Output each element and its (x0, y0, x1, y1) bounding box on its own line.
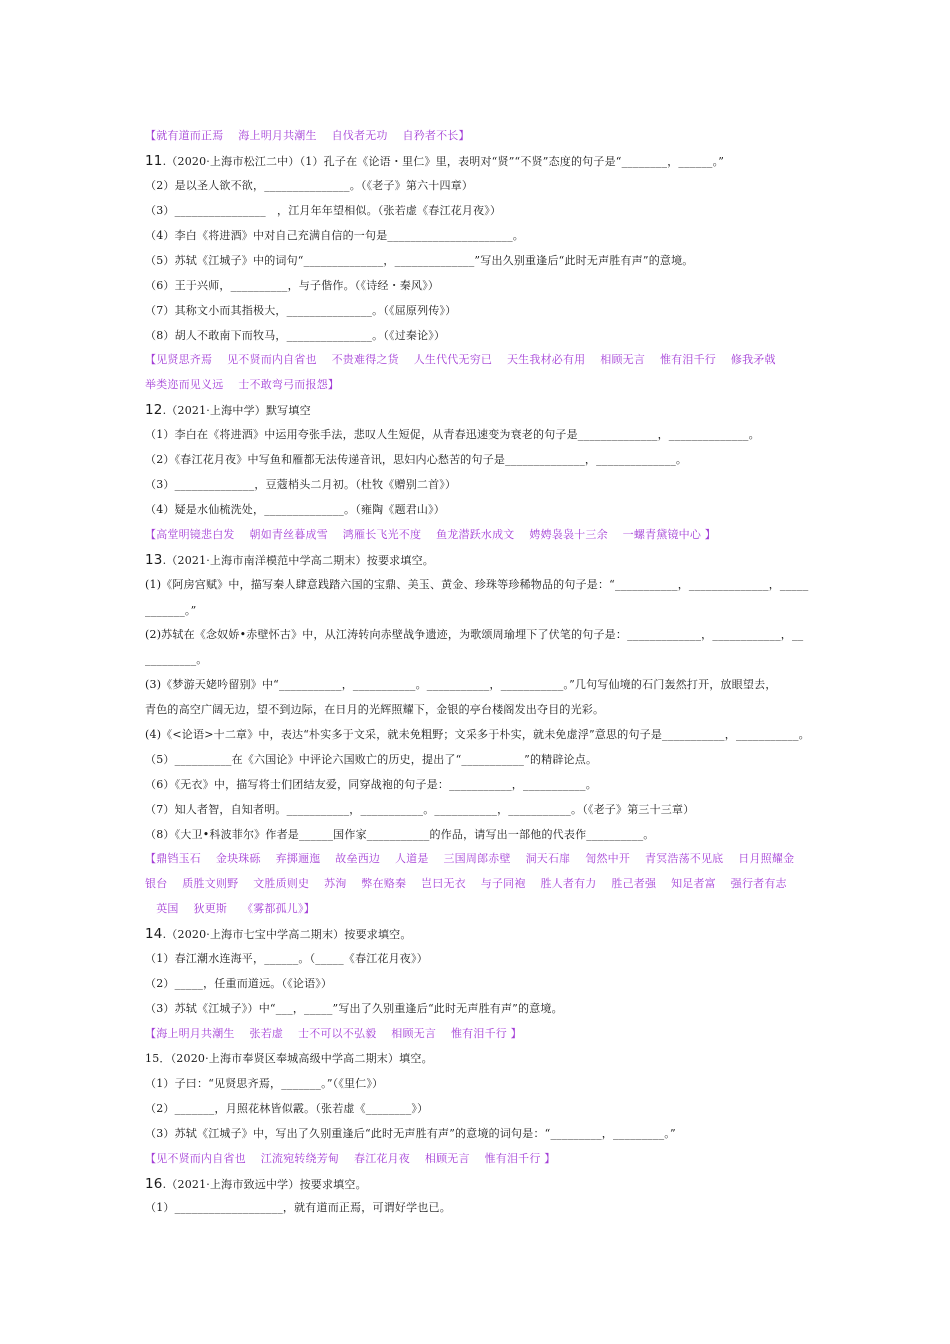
text-line (145, 279, 439, 293)
line-text: 【见不贤而内自省也 江流宛转绕芳甸 春江花月夜 相顾无言 惟有泪千行 】 (145, 1152, 556, 1165)
line-text: （1）李白在《将进酒》中运用夸张手法，悲叹人生短促，从青春迅速变为衰老的句子是______________，______________。 (145, 428, 760, 441)
line-text: （4）李白《将进酒》中对自己充满自信的一句是______________________。 (145, 229, 524, 242)
line-text: （2）_____，任重而道远。（《论语》） (145, 977, 333, 990)
line-text: 【鼎铛玉石 金块珠砾 弃掷逦迤 故垒西边 人道是 三国周郎赤壁 洞天石扉 訇然中开 青冥浩荡不见底 日月照耀金 (145, 852, 795, 865)
line-text: (1)《阿房宫赋》中，描写秦人肆意践踏六国的宝鼎、美玉、黄金、珍珠等珍稀物品的句子是：“___________，______________，_____ (145, 578, 809, 591)
line-text: 【见贤思齐焉 见不贤而内自省也 不贵难得之货 人生代代无穷已 天生我材必有用 相顾无言 惟有泪千行 修我矛戟 (145, 353, 776, 366)
question-heading (145, 154, 724, 169)
text-line (145, 1127, 676, 1141)
text-line (145, 204, 501, 218)
answer-line (145, 877, 787, 891)
line-text: (4)《<论语>十二章》中，表达“朴实多于文采，就未免粗野；文采多于朴实，就未免虚浮”意思的句子是___________，___________。 (145, 728, 810, 741)
line-text: （8）《大卫•科波菲尔》作者是______国作家___________的作品，请写出一部他的代表作__________。 (145, 828, 655, 841)
line-text: （8）胡人不敢南下而牧马，_______________。（《过秦论》） (145, 329, 446, 342)
line-text: 举类迩而见义远 士不敢弯弓而报怨】 (145, 378, 340, 391)
text-line (145, 1002, 563, 1016)
question-heading (145, 553, 434, 568)
line-text: .（2021·上海中学）默写填空 (162, 404, 311, 417)
text-line (145, 503, 445, 517)
line-text: （6）王于兴师，__________，与子偕作。（《诗经・秦风》） (145, 279, 440, 292)
answer-line (145, 353, 776, 367)
line-text: 【海上明月共潮生 张若虚 士不可以不弘毅 相顾无言 惟有泪千行 】 (145, 1027, 522, 1040)
text-line (145, 1102, 428, 1116)
text-line (145, 977, 332, 991)
text-line (145, 653, 208, 667)
line-text: （6）《无衣》中，描写将士们团结友爱，同穿战袍的句子是：___________，___________。 (145, 778, 597, 791)
text-line (145, 828, 654, 842)
text-line (145, 428, 760, 442)
answer-line (145, 902, 315, 916)
line-text: （7）知人者智，自知者明。___________，___________。___________，___________。（《老子》第三十三章） (145, 803, 695, 816)
line-text: （1）春江潮水连海平，______。（_____《春江花月夜》） (145, 952, 428, 965)
line-text: 【高堂明镜悲白发 朝如青丝暮成雪 鸿雁长飞光不度 鱼龙潜跃水成文 娉娉袅袅十三余 一螺青黛镜中心 】 (145, 528, 716, 541)
line-text: (3)《梦游天姥吟留别》中“___________，___________。___________，___________。”几句写仙境的石门轰然打开，放眼望去， (145, 678, 777, 691)
line-text: _________。 (145, 653, 208, 666)
text-line (145, 179, 473, 193)
text-line (145, 604, 196, 618)
line-text: （1）___________________，就有道而正焉，可谓好学也已。 (145, 1201, 451, 1214)
line-text: （3）________________ ，江月年年望相似。（张若虚《春江花月夜》） (145, 204, 502, 217)
text-line (145, 803, 694, 817)
answer-line (145, 1152, 555, 1166)
question-number: 13 (145, 552, 163, 568)
text-line (145, 628, 803, 642)
line-text: （5）__________在《六国论》中评论六国败亡的历史，提出了“___________”的精辟论点。 (145, 753, 598, 766)
text-line (145, 453, 687, 467)
text-line (145, 703, 604, 717)
line-text: （4）疑是水仙梳洗处，______________。（雍陶《题君山》） (145, 503, 445, 516)
text-line (145, 254, 694, 268)
line-text: .（2020·上海市七宝中学高二期末）按要求填空。 (162, 928, 412, 941)
line-text: （3）______________，豆蔻梢头二月初。（杜牧《赠别二首》） (145, 478, 457, 491)
text-line (145, 229, 524, 243)
line-text: 【就有道而正焉 海上明月共潮生 自伐者无功 自矜者不长】 (145, 129, 470, 142)
text-line (145, 478, 456, 492)
line-text: 银台 质胜文则野 文胜质则史 苏洵 弊在赂秦 岂曰无衣 与子同袍 胜人者有力 胜己者强 知足者富 强行者有志 (145, 877, 787, 890)
answer-line (145, 129, 470, 143)
text-line (145, 578, 808, 592)
answer-line (145, 1027, 522, 1041)
line-text: .（2021·上海市致远中学）按要求填空。 (162, 1178, 367, 1191)
line-text: 15．（2020·上海市奉贤区奉城高级中学高二期末）填空。 (145, 1052, 433, 1065)
answer-line (145, 852, 794, 866)
question-heading (145, 927, 412, 942)
text-line (145, 778, 597, 792)
answer-line (145, 528, 716, 542)
line-text: _______。” (145, 604, 197, 617)
line-text: .（2021·上海市南洋模范中学高二期末）按要求填空。 (162, 554, 434, 567)
text-line (145, 678, 777, 692)
line-text: .（2020·上海市松江二中）（1）孔子在《论语・里仁》里，表明对“贤”“不贤”态度的句子是“________，______。” (162, 155, 725, 168)
question-number: 14 (145, 926, 163, 942)
text-line (145, 753, 597, 767)
line-text: （7）其称文小而其指极大，_______________。（《屈原列传》） (145, 304, 457, 317)
question-heading (145, 1177, 367, 1192)
line-text: （3）苏轼《江城子》中，写出了久别重逢后“此时无声胜有声”的意境的词句是：“_________，_________。” (145, 1127, 676, 1140)
text-line (145, 329, 445, 343)
line-text: （2）是以圣人欲不欲，_______________。（《老子》第六十四章） (145, 179, 474, 192)
line-text: (2)苏轼在《念奴娇•赤壁怀古》中，从江涛转向赤壁战争遗迹，为歌颂周瑜埋下了伏笔的句子是：_____________，____________，__ (145, 628, 804, 641)
line-text: （3）苏轼《江城子》）中“___，_____”写出了久别重逢后“此时无声胜有声”的意境。 (145, 1002, 563, 1015)
line-text: 英国 狄更斯 《雾都孤儿》】 (145, 902, 315, 915)
text-line (145, 304, 456, 318)
line-text: （1）子曰：“见贤思齐焉，_______。”（《里仁》） (145, 1077, 384, 1090)
line-text: 青色的高空广阔无边，望不到边际，在日月的光辉照耀下，金银的亭台楼阁发出夺目的光彩。 (145, 703, 605, 716)
answer-line (145, 378, 339, 392)
question-number: 16 (145, 1176, 163, 1192)
question-heading (145, 403, 311, 418)
text-line (145, 1201, 451, 1215)
text-line (145, 1077, 383, 1091)
line-text: （2）_______，月照花林皆似霰。（张若虚《________》） (145, 1102, 429, 1115)
text-line (145, 952, 428, 966)
question-number: 11 (145, 153, 163, 169)
text-line (145, 1052, 433, 1066)
text-line (145, 728, 810, 742)
question-number: 12 (145, 402, 163, 418)
line-text: （2）《春江花月夜》中写鱼和雁都无法传递音讯，思妇内心愁苦的句子是______________，______________。 (145, 453, 688, 466)
line-text: （5）苏轼《江城子》中的词句“______________，______________”写出久别重逢后“此时无声胜有声”的意境。 (145, 254, 694, 267)
